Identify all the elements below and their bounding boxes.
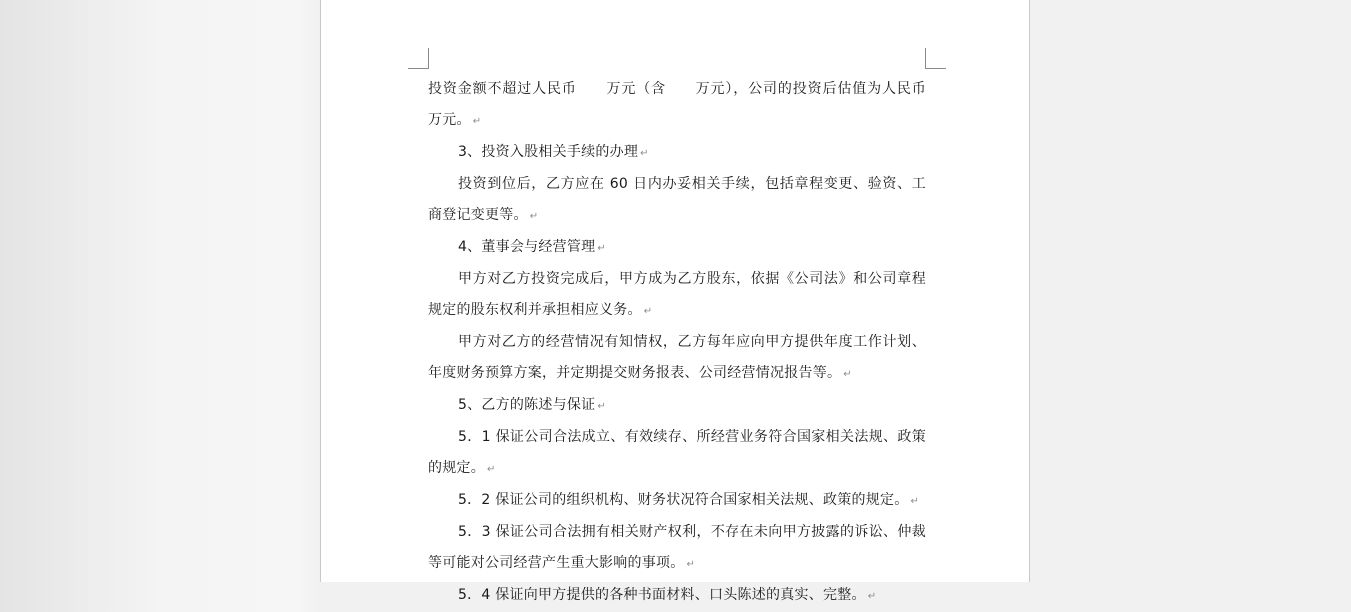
paragraph-mark-icon: ↵: [910, 496, 920, 507]
paragraph[interactable]: [428, 264, 926, 327]
paragraph[interactable]: [428, 137, 926, 169]
paragraph[interactable]: [428, 390, 926, 422]
paragraph-text: 5．1 保证公司合法成立、有效续存、所经营业务符合国家相关法规、政策的规定。: [428, 429, 926, 476]
paragraph-text: 甲方对乙方投资完成后，甲方成为乙方股东，依据《公司法》和公司章程规定的股东权利并承担相应义务。: [428, 271, 926, 318]
paragraph-mark-icon: ↵: [640, 148, 649, 159]
paragraph-mark-icon: ↵: [597, 243, 607, 254]
paragraph-text: 4、董事会与经营管理: [458, 239, 596, 255]
margin-corner-top-right: [925, 48, 946, 69]
paragraph-mark-icon: ↵: [643, 306, 653, 317]
document-page[interactable]: [320, 0, 1030, 603]
paragraph-text: 投资到位后，乙方应在 60 日内办妥相关手续，包括章程变更、验资、工商登记变更等。: [428, 176, 926, 223]
paragraph-mark-icon: ↵: [686, 559, 696, 570]
paragraph-mark-icon: ↵: [843, 369, 852, 380]
paragraph-text: 投资金额不超过人民币 万元（含 万元），公司的投资后估值为人民币 万元。: [428, 81, 955, 128]
paragraph-mark-icon: ↵: [867, 591, 877, 602]
paragraph-mark-icon: ↵: [487, 464, 496, 475]
paragraph[interactable]: [428, 580, 926, 612]
paragraph[interactable]: [428, 517, 926, 580]
paragraph-text: 5．2 保证公司的组织机构、财务状况符合国家相关法规、政策的规定。: [458, 492, 909, 508]
paragraph-text: 5．4 保证向甲方提供的各种书面材料、口头陈述的真实、完整。: [458, 587, 866, 603]
margin-corner-top-left: [408, 48, 429, 69]
paragraph-mark-icon: ↵: [597, 401, 607, 412]
paragraph-mark-icon: ↵: [472, 116, 482, 127]
paragraph[interactable]: [428, 422, 926, 485]
paragraph-text: 5、乙方的陈述与保证: [458, 397, 596, 413]
paragraph[interactable]: [428, 232, 926, 264]
paragraph[interactable]: [428, 74, 955, 137]
document-body[interactable]: [428, 74, 955, 612]
paragraph[interactable]: [428, 327, 926, 390]
paragraph-text: 3、投资入股相关手续的办理: [458, 144, 639, 160]
paragraph[interactable]: [428, 485, 926, 517]
paragraph-text: 甲方对乙方的经营情况有知情权，乙方每年应向甲方提供年度工作计划、年度财务预算方案，并定期提交财务报表、公司经营情况报告等。: [428, 334, 926, 381]
paragraph-mark-icon: ↵: [529, 211, 539, 222]
paragraph[interactable]: [428, 169, 926, 232]
paragraph-text: 5．3 保证公司合法拥有相关财产权利，不存在未向甲方披露的诉讼、仲裁等可能对公司经营产生重大影响的事项。: [428, 524, 926, 571]
